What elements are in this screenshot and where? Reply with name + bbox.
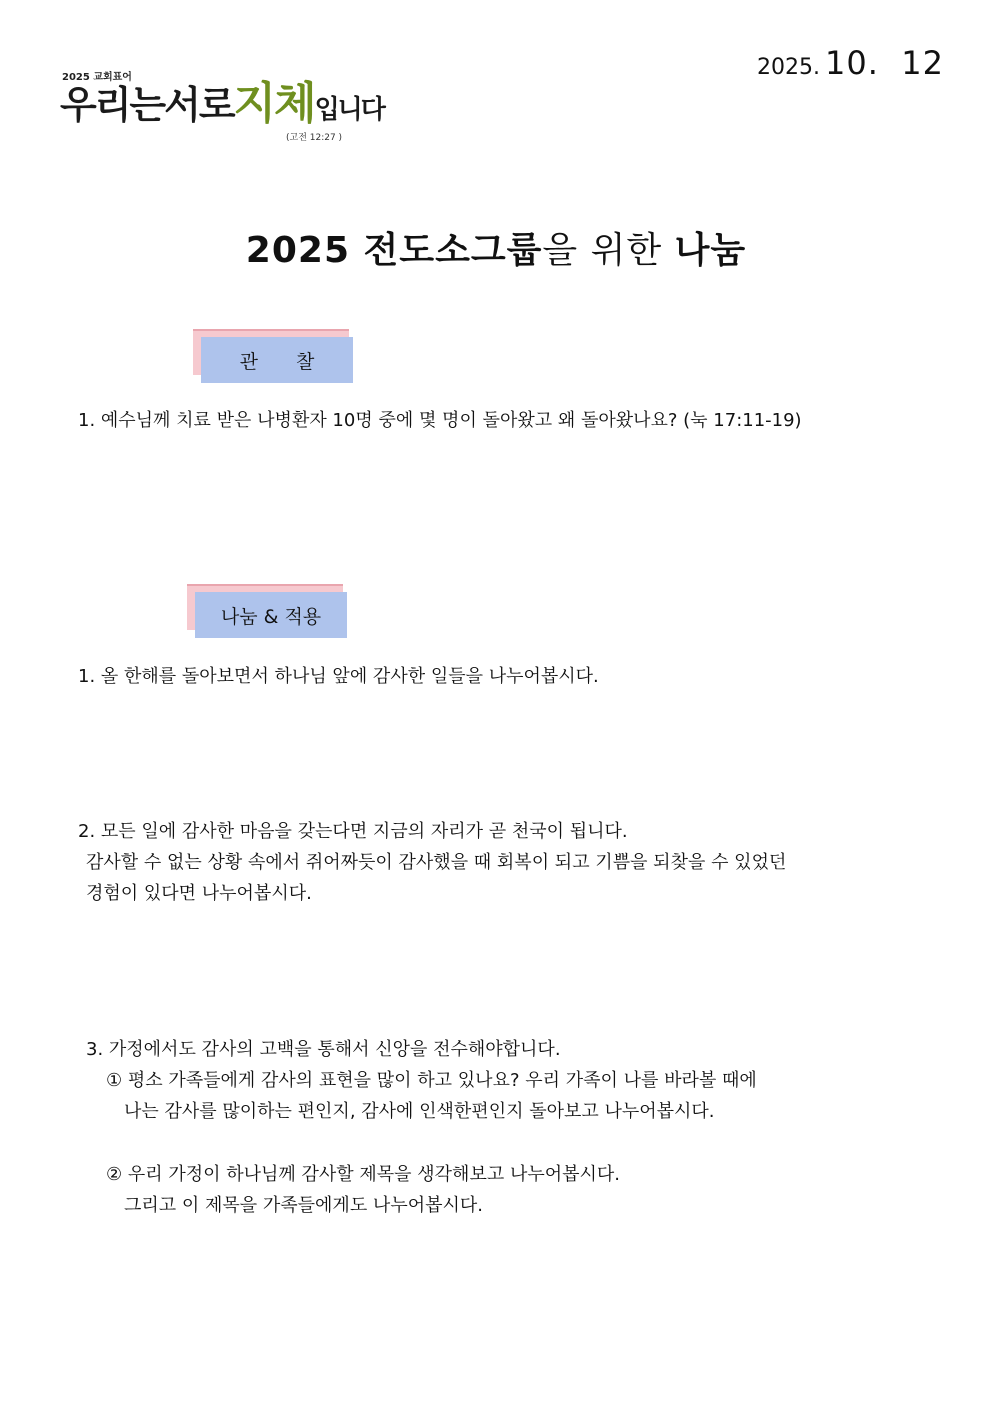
- observe-question-1: 1. 예수님께 치료 받은 나병환자 10명 중에 몇 명이 돌아왔고 왜 돌아왔나요? (눅 17:11-19): [78, 410, 802, 431]
- share-question-2-line-3: 경험이 있다면 나누어봅시다.: [86, 883, 312, 904]
- title-part-2: 을 위한: [542, 230, 675, 271]
- church-motto-logo: [60, 68, 384, 148]
- section-header-label: 나눔 & 적용: [195, 592, 347, 638]
- page-title: [0, 222, 992, 273]
- share-question-2-line-2: 감사할 수 없는 상황 속에서 쥐어짜듯이 감사했을 때 회복이 되고 기쁨을 되찾을 수 있었던: [86, 852, 787, 873]
- logo-year-label: 2025 교회표어: [62, 72, 132, 83]
- section-header-share: [187, 584, 347, 630]
- date-year: 2025.: [756, 55, 820, 80]
- logo-motto-part-a: 우리는서로: [60, 83, 234, 127]
- share-question-3-sub-2-line-1: ② 우리 가정이 하나님께 감사할 제목을 생각해보고 나누어봅시다.: [106, 1164, 620, 1185]
- share-question-3-sub-2-line-2: 그리고 이 제목을 가족들에게도 나누어봅시다.: [124, 1195, 483, 1216]
- share-question-1: 1. 올 한해를 돌아보면서 하나님 앞에 감사한 일들을 나누어봅시다.: [78, 666, 599, 687]
- title-part-3: 나눔: [674, 230, 747, 271]
- share-question-3-sub-1-line-1: ① 평소 가족들에게 감사의 표현을 많이 하고 있나요? 우리 가족이 나를 바라볼 때에: [106, 1070, 757, 1091]
- logo-bible-reference: (고전 12:27 ): [286, 133, 343, 143]
- logo-motto: [60, 78, 384, 132]
- section-header-label: 관찰: [201, 337, 353, 383]
- document-date: [757, 44, 944, 84]
- share-question-3-sub-1-line-2: 나는 감사를 많이하는 편인지, 감사에 인색한편인지 돌아보고 나누어봅시다.: [124, 1101, 715, 1122]
- share-question-3-line-1: 3. 가정에서도 감사의 고백을 통해서 신앙을 전수해야합니다.: [86, 1039, 561, 1060]
- title-part-1: 2025 전도소그룹: [245, 230, 543, 271]
- logo-motto-part-b: 지체: [233, 78, 315, 129]
- date-month-day: 10. 12: [825, 44, 944, 82]
- share-question-2-line-1: 2. 모든 일에 감사한 마음을 갖는다면 지금의 자리가 곧 천국이 됩니다.: [78, 821, 628, 842]
- section-header-observe: [193, 329, 353, 375]
- logo-motto-part-c: 입니다: [314, 95, 384, 125]
